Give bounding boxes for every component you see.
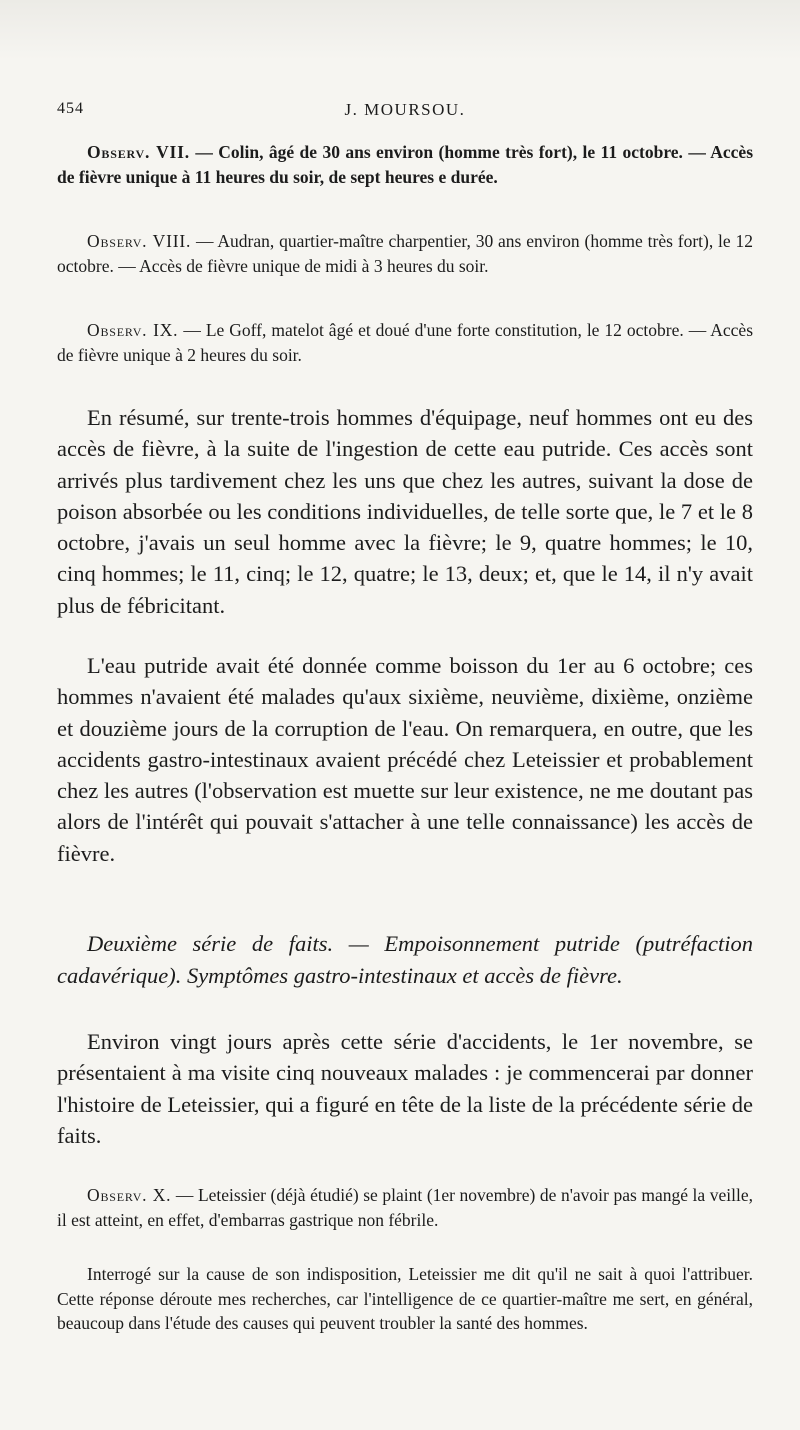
- section-heading: Deuxième série de faits. — Empoisonnement putride (putréfaction cadavérique). Symptômes gastro-intestinaux et accès de fièvre.: [57, 931, 753, 988]
- putrid-water-paragraph: L'eau putride avait été donnée comme boisson du 1er au 6 octobre; ces hommes n'avaient été malades qu'aux sixième, neuvième, dixième, onzième et douzième jours de la corruption de l'eau. On remarquera, en outre, que les accidents gastro-intestinaux avaient précédé chez Leteissier et probablement chez les autres (l'observation est muette sur leur existence, ne me doutant pas alors de l'intérêt qui pouvait s'attacher à une telle connaissance) les accès de fièvre.: [57, 653, 753, 866]
- observation-ix: [57, 318, 753, 367]
- observation-text: — Audran, quartier-maître charpentier, 30 ans environ (homme très fort), le 12 octobre. — Accès de fièvre unique de midi à 3 heures du soir.: [57, 231, 754, 276]
- running-head: J. MOURSOU.: [344, 100, 466, 119]
- observation-label: Observ. IX.: [87, 320, 179, 340]
- page-header: [57, 100, 753, 126]
- summary-paragraph: En résumé, sur trente-trois hommes d'équipage, neuf hommes ont eu des accès de fièvre, à la suite de l'ingestion de cette eau putride. Ces accès sont arrivés plus tardivement chez les uns que chez les autres, suivant la dose de poison absorbée ou les conditions individuelles, de telle sorte que, le 7 et le 8 octobre, j'avais un seul homme avec la fièvre; le 9, quatre hommes; le 10, cinq hommes; le 11, cinq; le 12, quatre; le 13, deux; et, que le 14, il n'y avait plus de fébricitant.: [57, 405, 753, 618]
- observation-text: — Colin, âgé de 30 ans environ (homme très fort), le 11 octobre. — Accès de fièvre unique à 11 heures du soir, de sept heures e durée.: [57, 142, 754, 187]
- observation-label: Observ. VIII.: [87, 231, 192, 251]
- observation-x: [57, 1183, 753, 1232]
- observation-vii: [57, 140, 753, 189]
- observation-label: Observ. VII.: [87, 142, 190, 162]
- observation-viii: [57, 229, 753, 278]
- observation-text: — Leteissier (déjà étudié) se plaint (1er novembre) de n'avoir pas mangé la veille, il est atteint, en effet, d'embarras gastrique non fébrile.: [57, 1185, 753, 1230]
- observation-x-continued: Interrogé sur la cause de son indisposition, Leteissier me dit qu'il ne sait à quoi l'attribuer. Cette réponse déroute mes recherches, car l'intelligence de ce quartier-maître me sert, en général, beaucoup dans l'étude des causes qui peuvent troubler la santé des hommes.: [57, 1264, 753, 1333]
- observation-text: — Le Goff, matelot âgé et doué d'une forte constitution, le 12 octobre. — Accès de fièvre unique à 2 heures du soir.: [57, 320, 753, 365]
- observation-label: Observ. X.: [87, 1185, 172, 1205]
- environ-paragraph: Environ vingt jours après cette série d'accidents, le 1er novembre, se présentaient à ma visite cinq nouveaux malades : je commencerai par donner l'histoire de Leteissier, qui a figuré en tête de la liste de la précédente série de faits.: [57, 1029, 753, 1148]
- page-number: 454: [57, 100, 84, 117]
